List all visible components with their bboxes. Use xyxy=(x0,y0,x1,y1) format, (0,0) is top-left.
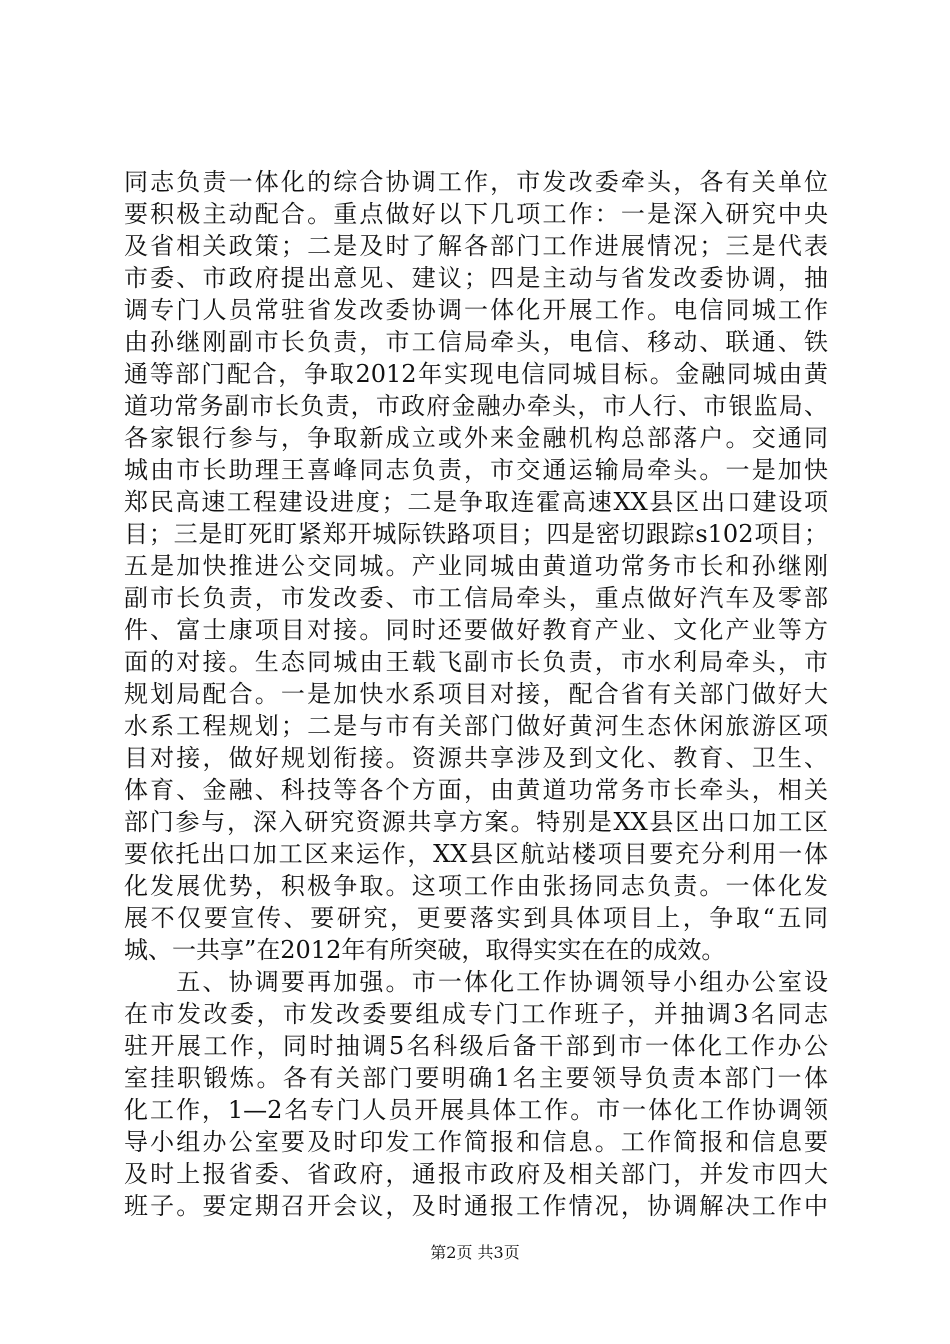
text-line: 副市长负责，市发改委、市工信局牵头，重点做好汽车及零部 xyxy=(124,584,828,612)
text-line: 要依托出口加工区来运作，XX县区航站楼项目要充分利用一体 xyxy=(124,840,828,868)
text-line: 郑民高速工程建设进度；二是争取连霍高速XX县区出口建设项 xyxy=(124,488,828,516)
text-line: 各家银行参与，争取新成立或外来金融机构总部落户。交通同 xyxy=(124,424,828,452)
text-line: 市委、市政府提出意见、建议；四是主动与省发改委协调，抽 xyxy=(124,264,828,292)
text-line: 展不仅要宣传、要研究，更要落实到具体项目上，争取“五同 xyxy=(124,904,828,932)
text-line: 目；三是盯死盯紧郑开城际铁路项目；四是密切跟踪s102项目； xyxy=(124,520,828,548)
text-line: 调专门人员常驻省发改委协调一体化开展工作。电信同城工作 xyxy=(124,296,828,324)
text-line: 目对接，做好规划衔接。资源共享涉及到文化、教育、卫生、 xyxy=(124,744,828,772)
text-line: 城由市长助理王喜峰同志负责，市交通运输局牵头。一是加快 xyxy=(124,456,828,484)
text-line: 通等部门配合，争取2012年实现电信同城目标。金融同城由黄 xyxy=(124,360,828,388)
text-line: 及省相关政策；二是及时了解各部门工作进展情况；三是代表 xyxy=(124,232,828,260)
text-line: 五、协调要再加强。市一体化工作协调领导小组办公室设 xyxy=(124,968,828,996)
text-line: 化发展优势，积极争取。这项工作由张扬同志负责。一体化发 xyxy=(124,872,828,900)
body-text xyxy=(124,166,828,1222)
text-line: 由孙继刚副市长负责，市工信局牵头，电信、移动、联通、铁 xyxy=(124,328,828,356)
text-line: 导小组办公室要及时印发工作简报和信息。工作简报和信息要 xyxy=(124,1128,828,1156)
text-line: 水系工程规划；二是与市有关部门做好黄河生态休闲旅游区项 xyxy=(124,712,828,740)
text-line: 班子。要定期召开会议，及时通报工作情况，协调解决工作中 xyxy=(124,1192,828,1220)
text-line: 城、一共享”在2012年有所突破，取得实实在在的成效。 xyxy=(124,936,726,964)
text-line: 规划局配合。一是加快水系项目对接，配合省有关部门做好大 xyxy=(124,680,828,708)
text-line: 同志负责一体化的综合协调工作，市发改委牵头，各有关单位 xyxy=(124,168,828,196)
text-line: 室挂职锻炼。各有关部门要明确1名主要领导负责本部门一体 xyxy=(124,1064,828,1092)
text-line: 部门参与，深入研究资源共享方案。特别是XX县区出口加工区 xyxy=(124,808,828,836)
text-line: 五是加快推进公交同城。产业同城由黄道功常务市长和孙继刚 xyxy=(124,552,828,580)
text-line: 件、富士康项目对接。同时还要做好教育产业、文化产业等方 xyxy=(124,616,828,644)
text-line: 在市发改委，市发改委要组成专门工作班子，并抽调3名同志 xyxy=(124,1000,828,1028)
text-line: 驻开展工作，同时抽调5名科级后备干部到市一体化工作办公 xyxy=(124,1032,828,1060)
text-line: 及时上报省委、省政府，通报市政府及相关部门，并发市四大 xyxy=(124,1160,828,1188)
text-line: 面的对接。生态同城由王载飞副市长负责，市水利局牵头，市 xyxy=(124,648,828,676)
page-number-footer: 第2页 共3页 xyxy=(430,1243,520,1262)
text-line: 体育、金融、科技等各个方面，由黄道功常务市长牵头，相关 xyxy=(124,776,828,804)
text-line: 化工作，1—2名专门人员开展具体工作。市一体化工作协调领 xyxy=(124,1096,828,1124)
text-line: 道功常务副市长负责，市政府金融办牵头，市人行、市银监局、 xyxy=(124,392,828,420)
text-line: 要积极主动配合。重点做好以下几项工作：一是深入研究中央 xyxy=(124,200,828,228)
